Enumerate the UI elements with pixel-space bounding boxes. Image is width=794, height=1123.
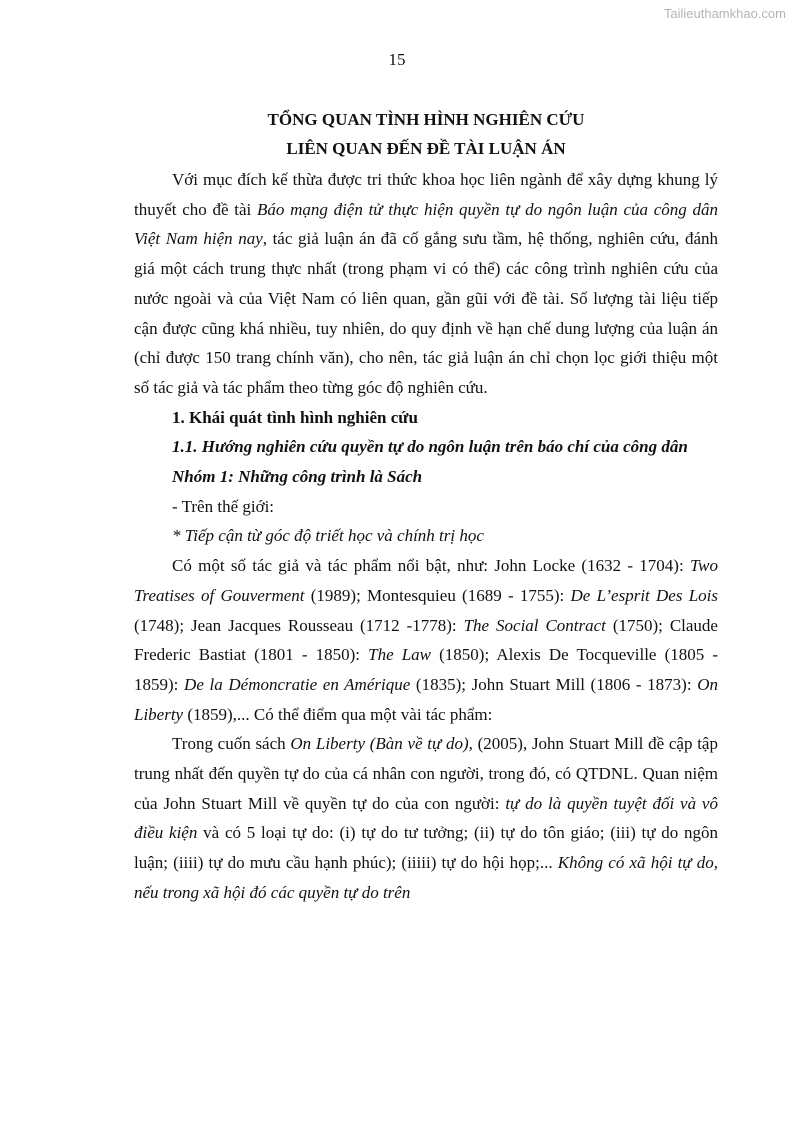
mill-emphasis: tự do là quyền tuyệt đối và vô điều kiện: [134, 793, 718, 843]
authors-text: (1859),... Có thể điểm qua một vài tác phẩm:: [183, 704, 493, 724]
section-heading-1-1: 1.1. Hướng nghiên cứu quyền tự do ngôn luận trên báo chí của công dân: [172, 437, 688, 457]
authors-text: (1850); Alexis De Tocqueville (1805 - 1859):: [134, 645, 718, 694]
work-title: The Social Contract: [463, 615, 606, 635]
section-heading-1: 1. Khái quát tình hình nghiên cứu: [172, 407, 418, 427]
work-title: The Law: [368, 645, 432, 665]
authors-text: (1989); Montesquieu (1689 - 1755):: [304, 585, 571, 605]
intro-paragraph: [134, 165, 718, 403]
page-subtitle: LIÊN QUAN ĐẾN ĐỀ TÀI LUẬN ÁN: [286, 139, 566, 158]
page-number: 15: [388, 50, 406, 69]
world-item: - Trên thế giới:: [172, 496, 275, 516]
authors-text: (1750); Claude Frederic Bastiat (1801 - 1850):: [134, 615, 718, 665]
work-title: On Liberty: [134, 674, 718, 724]
mill-paragraph: [134, 729, 718, 907]
intro-text-1: Với mục đích kế thừa được tri thức khoa học liên ngành để xây dựng khung lý thuyết cho đề tài: [134, 170, 718, 219]
mill-text: (2005), John Stuart Mill đề cập tập trung nhất đến quyền tự do của cá nhân con người, trong đó, có QTDNL. Quan niệm của John Stuart Mill về quyền tự do của con người:: [134, 734, 718, 813]
group-heading: Nhóm 1: Những công trình là Sách: [172, 467, 423, 487]
authors-text: (1835); John Stuart Mill (1806 - 1873):: [410, 674, 698, 694]
mill-emphasis: Không có xã hội tự do, nếu trong xã hội đó các quyền tự do trên: [134, 853, 718, 902]
work-title: Two Treatises of Gouverment: [134, 556, 718, 605]
authors-text: (1748); Jean Jacques Rousseau (1712 -1778):: [134, 615, 464, 635]
watermark: Tailieuthamkhao.com: [663, 6, 786, 21]
document-body: [134, 105, 718, 908]
work-title: On Liberty (Bàn về tự do),: [290, 734, 473, 754]
mill-text: và có 5 loại tự do: (i) tự do tư tưởng; (ii) tự do tôn giáo; (iii) tự do ngôn luận; (iiii) tự do mưu cầu hạnh phúc); (iiiii) tự do hội họp;...: [134, 823, 718, 873]
approach-item: * Tiếp cận từ góc độ triết học và chính trị học: [172, 526, 484, 546]
page-title: TỔNG QUAN TÌNH HÌNH NGHIÊN CỨU: [267, 110, 585, 129]
mill-text: Trong cuốn sách: [172, 734, 291, 754]
authors-paragraph: [134, 551, 718, 729]
authors-text: Có một số tác giả và tác phẩm nổi bật, như: John Locke (1632 - 1704):: [172, 556, 690, 576]
work-title: De la Démoncratie en Amérique: [184, 674, 411, 694]
intro-topic-title: Báo mạng điện tử thực hiện quyền tự do ngôn luận của công dân Việt Nam hiện nay: [134, 199, 718, 249]
work-title: De L’esprit Des Lois: [570, 585, 718, 605]
intro-text-2: , tác giả luận án đã cố gắng sưu tầm, hệ thống, nghiên cứu, đánh giá một cách trung thực nhất (trong phạm vi có thể) các công trình nghiên cứu của nước ngoài và của Việt Nam có liên quan, gần gũi với đề tài. Số lượng tài liệu tiếp cận được cũng khá nhiều, tuy nhiên, do quy định về hạn chế dung lượng của luận án (chỉ được 150 trang chính văn), cho nên, tác giả luận án chỉ chọn lọc giới thiệu một số tác giả và tác phẩm theo từng góc độ nghiên cứu.: [134, 229, 718, 397]
